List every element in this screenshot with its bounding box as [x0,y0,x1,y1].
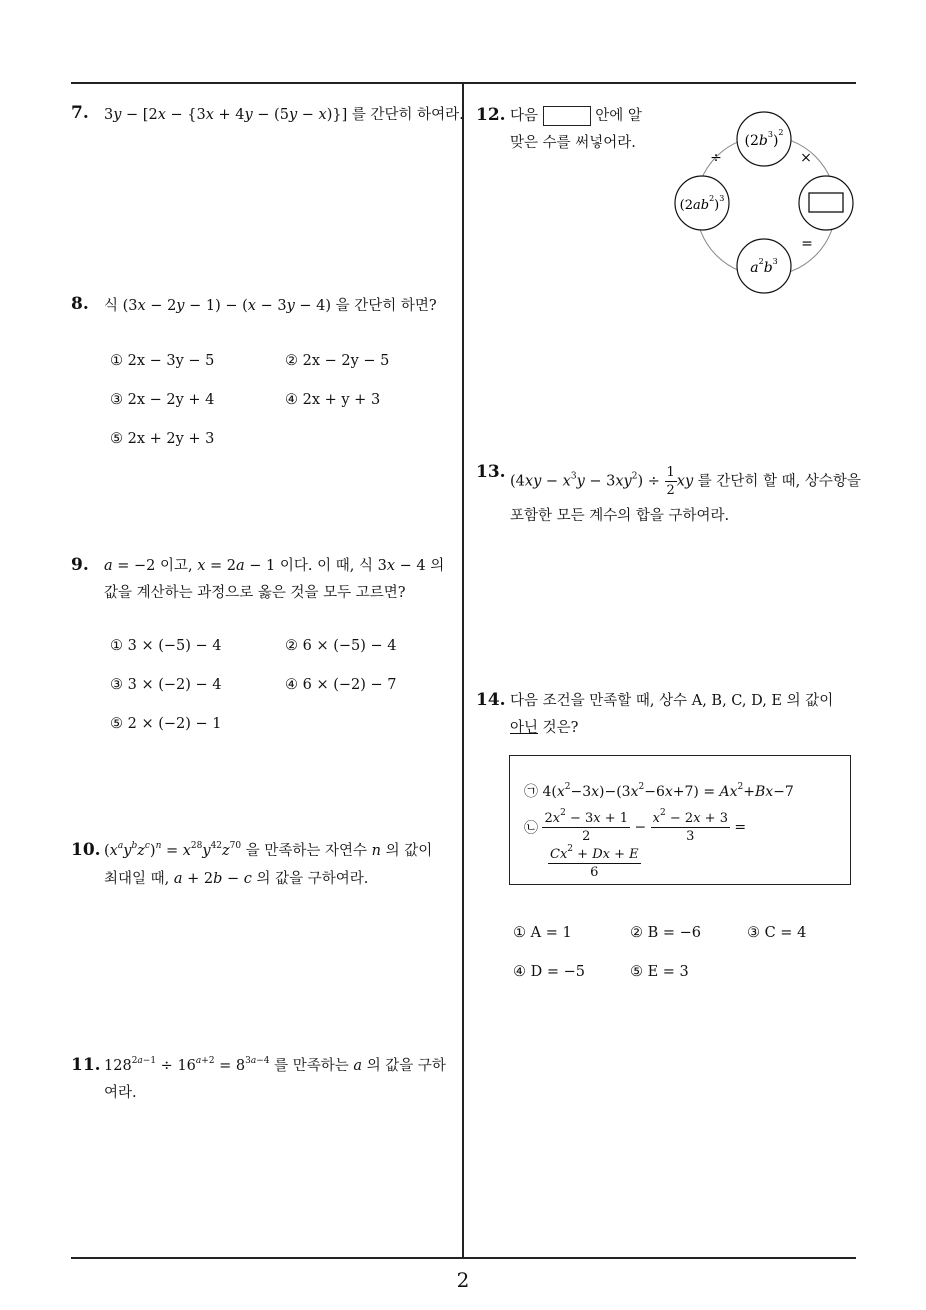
q8-expression: (3x − 2y − 1) − (x − 3y − 4) [122,298,332,314]
q8-text [104,291,437,322]
q9-option-3[interactable]: ③ 3 × (−2) − 4 [110,677,222,693]
q13-fraction: $\frac{1}{2}$ [666,465,675,498]
q11-line1: $128^{2a-1} \div 16^{a+2} = 8^{3a-4}$ 를 만족하는 a 의 값을 구하 [104,1056,446,1074]
q9-number: 9. [71,555,89,575]
q11-number: 11. [71,1055,101,1075]
q12-answer-blank[interactable] [543,106,591,126]
q9-line1-c: 의 [430,558,445,574]
equals-operator: = [801,236,813,252]
q11-line1-a: 를 만족하는 [274,1058,349,1074]
q7-text [104,100,464,131]
q11-line2: 여라. [104,1085,137,1101]
top-rule [71,82,856,84]
q14-condition-2-rhs: $\frac{Cx^2 + Dx + E}{6}$ [550,844,639,880]
q10-line2-a: 최대일 때, [104,871,170,887]
q11-line1-b: 의 값을 구하 [366,1058,446,1074]
divide-operator: ÷ [710,150,722,166]
q8-prefix: 식 [104,298,119,314]
q14-option-3[interactable]: ③ C = 4 [747,925,807,941]
q14-condition-2: ㉡ $\frac{2x^2 - 3x + 1}{2}$ − $\frac{x^2 - 2x + 3}{3}$ = [524,808,747,844]
q14-option-2[interactable]: ② B = −6 [630,925,702,941]
q12-cycle-diagram [664,108,860,298]
q8-option-5[interactable]: ⑤ 2x + 2y + 3 [110,431,215,447]
svg-text:(2ab2)3: $(2ab^2)^3$ [679,194,725,213]
q13-line1-a: 를 간단히 할 때, 상수항을 [697,473,861,490]
q10-number: 10. [71,840,101,860]
bottom-rule [71,1257,856,1259]
svg-text:a2b3: $a^2b^3$ [750,257,778,276]
q14-underlined-word: 아닌 [510,720,539,736]
q14-line2-rest: 것은? [542,720,579,736]
q8-number: 8. [71,294,89,314]
column-divider [462,82,464,1258]
q14-option-1[interactable]: ① A = 1 [513,925,572,941]
q13-number: 13. [476,462,506,482]
q14-line2 [510,713,578,744]
q9-line1-a: 이고, [160,558,193,574]
q13-line2: 포함한 모든 계수의 합을 구하여라. [510,508,730,524]
q9-option-1[interactable]: ① 3 × (−5) − 4 [110,638,222,654]
q12-line1-a: 다음 [510,108,539,124]
q14-option-4[interactable]: ④ D = −5 [513,964,585,980]
q7-number: 7. [71,103,89,123]
q7-expression: 3y − [2x − {3x + 4y − (5y − x)}] [104,107,348,123]
q9-option-4[interactable]: ④ 6 × (−2) − 7 [285,677,397,693]
q9-line1: a = −2 이고, x = 2a − 1 이다. 이 때, 식 3x − 4 의 [104,558,445,574]
q9-option-5[interactable]: ⑤ 2 × (−2) − 1 [110,716,222,732]
q10-line1-b: 의 값이 [385,843,433,859]
times-operator: × [800,150,812,166]
q12-line2: 맞은 수를 써넣어라. [510,135,636,151]
q9-option-2[interactable]: ② 6 × (−5) − 4 [285,638,397,654]
q9-line1-b: 이다. 이 때, 식 [279,558,373,574]
q14-number: 14. [476,690,506,710]
q14-condition-1: ㉠ $4(x^2-3x)-(3x^2-6x+7) = Ax^2+Bx-7$ [524,782,794,800]
q10-line1: $(x^ay^bz^c)^n = x^{28}y^{42}z^{70}$ 을 만족하는 자연수 n 의 값이 [104,841,433,859]
q10-line1-a: 을 만족하는 자연수 [245,843,368,859]
q8-option-4[interactable]: ④ 2x + y + 3 [285,392,381,408]
q12-number: 12. [476,105,506,125]
q14-option-5[interactable]: ⑤ E = 3 [630,964,689,980]
cond2-marker: ㉡ [524,820,538,837]
q9-line2: 값을 계산하는 과정으로 옳은 것을 모두 고르면? [104,585,406,601]
q10-line2-b: 의 값을 구하여라. [256,871,369,887]
svg-text:(2b3)2: $(2b^3)^2$ [744,128,784,149]
q8-instruction: 을 간단히 하면? [335,298,437,314]
q7-instruction: 를 간단히 하여라. [351,107,464,123]
q8-option-2[interactable]: ② 2x − 2y − 5 [285,353,390,369]
q14-line1: 다음 조건을 만족할 때, 상수 A, B, C, D, E 의 값이 [510,693,834,709]
q8-option-3[interactable]: ③ 2x − 2y + 4 [110,392,215,408]
q10-line2: 최대일 때, a + 2b − c 의 값을 구하여라. [104,871,369,887]
q12-line1-b: 안에 알 [595,108,642,124]
q13-line1: $(4xy - x^3y - 3xy^2)$ ÷ $\frac{1}{2}$ xy 를 간단히 할 때, 상수항을 [510,465,861,498]
q8-option-1[interactable]: ① 2x − 3y − 5 [110,353,215,369]
page-number: 2 [456,1268,470,1292]
node-right-blank[interactable] [809,193,843,212]
cond1-marker: ㉠ [524,784,538,800]
